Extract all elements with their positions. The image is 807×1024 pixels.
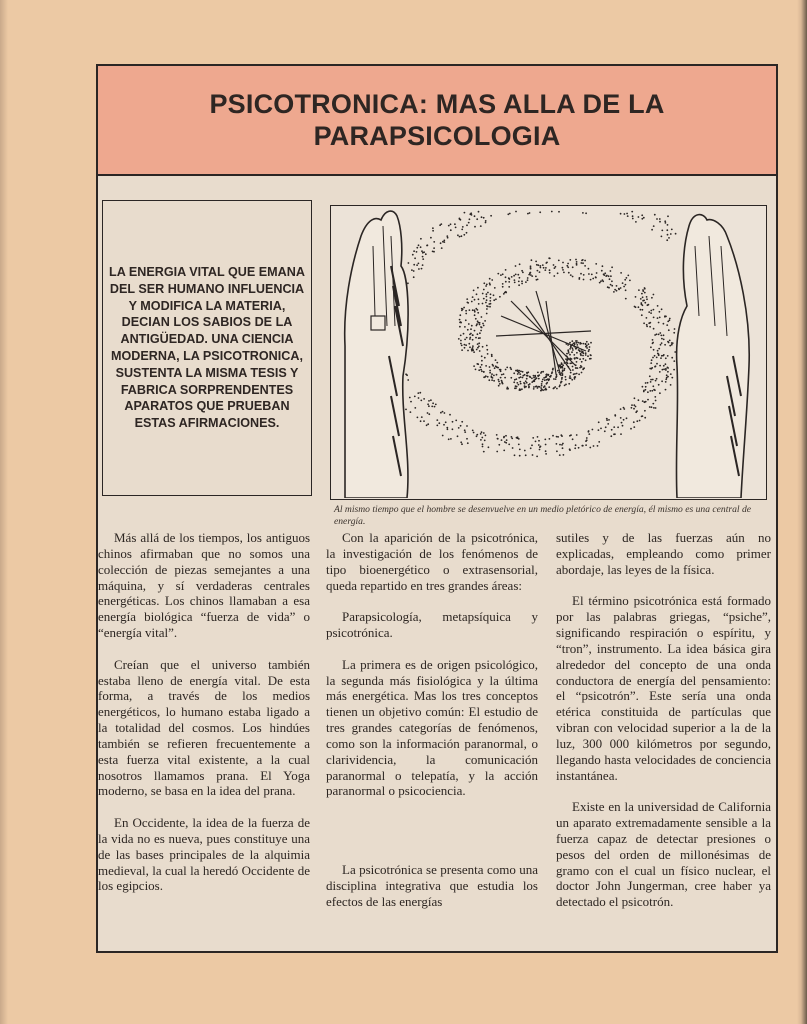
lead-text: LA ENERGIA VITAL QUE EMANA DEL SER HUMANO INFLUENCIA Y MODIFICA LA MATERIA, DECIAN LOS SABIOS DE LA ANTIGÜEDAD. UNA CIENCIA MODERNA, LA PSICOTRONICA, SUSTENTA LA MISMA TESIS Y FABRICA SORPRENDENTES APARATOS QUE PRUEBAN ESTAS AFIRMACIONES. xyxy=(109,265,305,431)
hands-energy-spiral-illustration xyxy=(330,205,767,500)
paragraph: sutiles y de las fuerzas aún no explicadas, empleando como primer abordaje, las leyes de la física. xyxy=(556,530,771,577)
paragraph: Con la aparición de la psicotrónica, la investigación de los fenómenos de tipo bioenergético o extrasensorial, queda repartido en tres grandes áreas: xyxy=(326,530,538,593)
illustration-drawing xyxy=(331,206,765,498)
paragraph: La primera es de origen psicológico, la segunda más fisiológica y la última más energética. Mas los tres conceptos tienen un objetivo común: El estudio de tres grandes categorías de fenómenos, como son la información paranormal, o clarividencia, la comunicación paranormal o telepatía, y la acción paranormal o psicociencia. xyxy=(326,656,538,799)
illustration-caption: Al mismo tiempo que el hombre se desenvuelve en un medio pletórico de energía, él mismo es una central de energía. xyxy=(334,504,752,527)
paragraph: Creían que el universo también estaba lleno de energía vital. De esta forma, a través de los medios energéticos, lo humano estaba ligado a la totalidad del cosmos. Los hindúes también se refieren frecuentemente a esta fuerza vital existente, a la cual nosotros llamamos prana. El Yoga moderno, se basa en la idea del prana. xyxy=(98,656,310,799)
paragraph: La psicotrónica se presenta como una disciplina integrativa que estudia los efectos de las energías xyxy=(326,862,538,909)
text-column-2 xyxy=(326,530,538,925)
title-band xyxy=(98,66,776,176)
page-edge-left xyxy=(0,0,8,1024)
text-column-1 xyxy=(98,530,310,910)
energy-rays-icon xyxy=(496,291,591,376)
paragraph: Existe en la universidad de California un aparato extremadamente sensible a la fuerza capaz de detectar presiones o pesos del orden de millonésimas de gramo con el cual un físico nuclear, el doctor John Jungerman, cree haber ya detectado el psicotrón. xyxy=(556,799,771,910)
paragraph: Más allá de los tiempos, los antiguos chinos afirmaban que no somos una colección de piezas semejantes a una máquina, y sí verdaderas centrales energéticas. Los chinos llamaban a esa energía biológica “fuerza de vida” o “energía vital”. xyxy=(98,530,310,641)
lead-box xyxy=(102,200,312,496)
right-hand-icon xyxy=(676,215,749,498)
article-title: PSICOTRONICA: MAS ALLA DE LA PARAPSICOLOGIA xyxy=(209,89,665,151)
paragraph: El término psicotrónica está formado por las palabras griegas, “psiche”, significando respiración o espíritu, y “tron”, instrumento. La idea básica gira alrededor del concepto de una onda conductora de energía del pensamiento: el “psicotrón”. Este sería una onda etérica constituida de partículas que vibran con velocidad superior a la de la luz, 300 000 kilómetros por segundo, llegando hasta velocidades de conciencia instantánea. xyxy=(556,593,771,783)
paragraph: En Occidente, la idea de la fuerza de la vida no es nueva, pues constituye una de las bases principales de la alquimia medieval, la cual la heredó Occidente de los egipcios. xyxy=(98,815,310,894)
page-edge-right xyxy=(797,0,807,1024)
left-hand-icon xyxy=(345,211,408,498)
article-frame xyxy=(96,64,778,953)
paragraph: Parapsicología, metapsíquica y psicotrónica. xyxy=(326,609,538,641)
text-column-3 xyxy=(556,530,771,926)
column-gap xyxy=(326,815,538,862)
